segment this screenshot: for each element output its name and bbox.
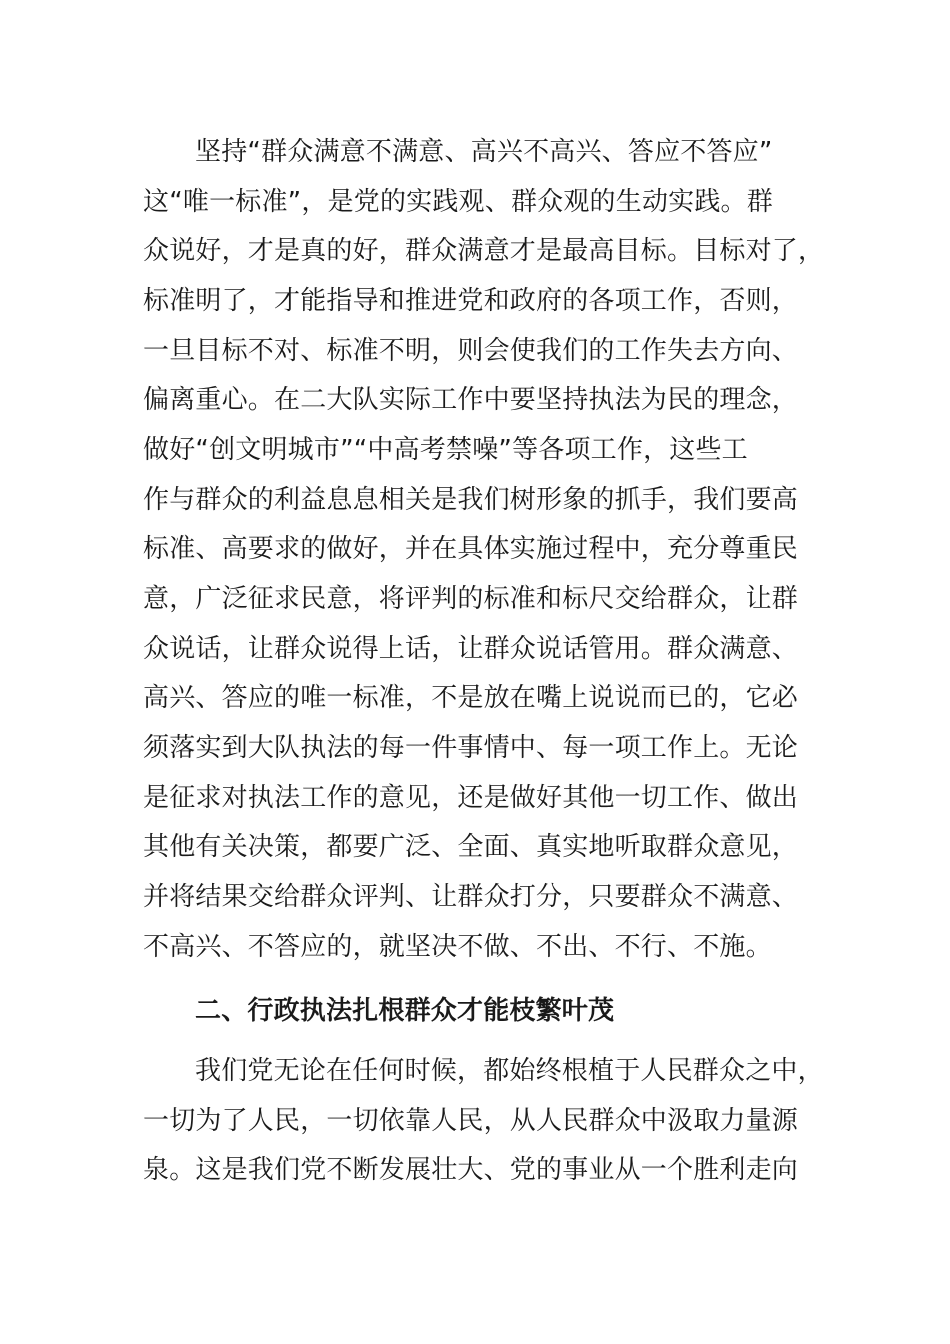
- paragraph-line: 众说好，才是真的好，群众满意才是最高目标。目标对了，: [143, 236, 825, 266]
- section-heading: 二、行政执法扎根群众才能枝繁叶茂: [195, 996, 615, 1026]
- paragraph-line: 一切为了人民，一切依靠人民，从人民群众中汲取力量源: [143, 1106, 799, 1136]
- paragraph-line: 我们党无论在任何时候，都始终根植于人民群众之中，: [195, 1056, 824, 1086]
- paragraph-line: 作与群众的利益息息相关是我们树形象的抓手，我们要高: [143, 485, 799, 515]
- paragraph-line: 其他有关决策，都要广泛、全面、真实地听取群众意见，: [143, 832, 799, 862]
- paragraph-line: 不高兴、不答应的，就坚决不做、不出、不行、不施。: [143, 932, 772, 962]
- paragraph-line: 意，广泛征求民意，将评判的标准和标尺交给群众，让群: [143, 584, 799, 614]
- paragraph-line: 须落实到大队执法的每一件事情中、每一项工作上。无论: [143, 733, 799, 763]
- paragraph-line: 这“唯一标准”，是党的实践观、群众观的生动实践。群: [143, 187, 773, 217]
- paragraph-line: 标准明了，才能指导和推进党和政府的各项工作，否则，: [143, 286, 799, 316]
- paragraph-line: 一旦目标不对、标准不明，则会使我们的工作失去方向、: [143, 336, 799, 366]
- paragraph-line: 高兴、答应的唯一标准，不是放在嘴上说说而已的，它必: [143, 683, 799, 713]
- paragraph-line: 泉。这是我们党不断发展壮大、党的事业从一个胜利走向: [143, 1155, 799, 1185]
- paragraph-line: 并将结果交给群众评判、让群众打分，只要群众不满意、: [143, 882, 799, 912]
- paragraph-line: 坚持“群众满意不满意、高兴不高兴、答应不答应”: [195, 137, 773, 167]
- paragraph-line: 是征求对执法工作的意见，还是做好其他一切工作、做出: [143, 783, 799, 813]
- paragraph-line: 做好“创文明城市”“中高考禁噪”等各项工作，这些工: [143, 435, 748, 465]
- paragraph-line: 标准、高要求的做好，并在具体实施过程中，充分尊重民: [143, 534, 799, 564]
- paragraph-line: 偏离重心。在二大队实际工作中要坚持执法为民的理念，: [143, 385, 799, 415]
- paragraph-line: 众说话，让群众说得上话，让群众说话管用。群众满意、: [143, 634, 799, 664]
